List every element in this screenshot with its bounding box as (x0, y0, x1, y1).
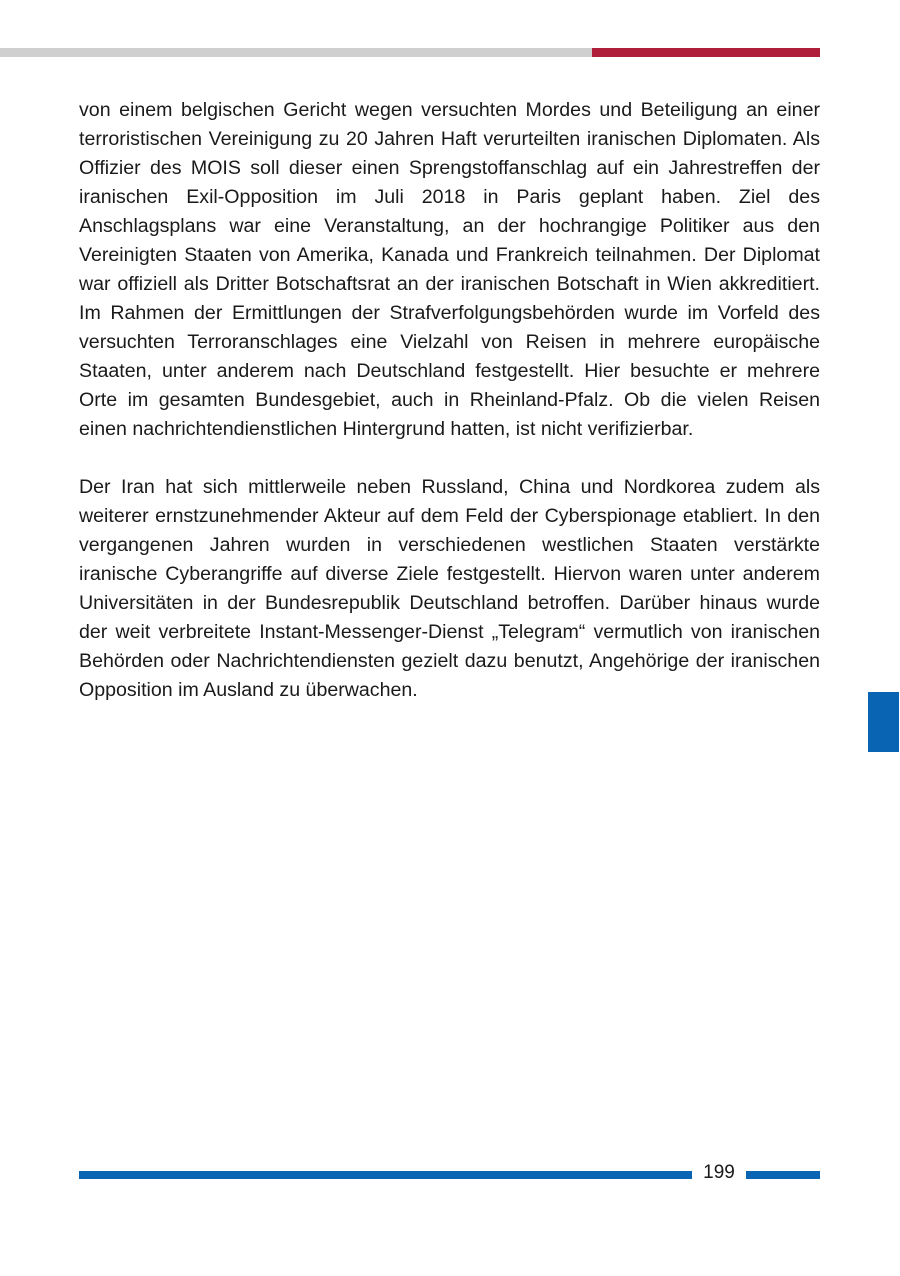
header-rule-gray (0, 48, 592, 57)
body-text (79, 96, 820, 734)
paragraph-1: von einem belgischen Gericht wegen versuchten Mordes und Beteiligung an einer terroristischen Vereinigung zu 20 Jahren Haft verurteilten iranischen Diplomaten. Als Offizier des MOIS soll dieser einen Sprengstoffanschlag auf ein Jahrestreffen der iranischen Exil-Opposition im Juli 2018 in Paris geplant haben. Ziel des Anschlagsplans war eine Veranstaltung, an der hochrangige Politiker aus den Vereinigten Staaten von Amerika, Kanada und Frankreich teilnahmen. Der Diplomat war offiziell als Dritter Botschaftsrat an der iranischen Botschaft in Wien akkreditiert. Im Rahmen der Ermittlungen der Strafverfolgungsbehörden wurde im Vorfeld des versuchten Terroranschlages eine Vielzahl von Reisen in mehrere europäische Staaten, unter anderem nach Deutschland festgestellt. Hier besuchte er mehrere Orte im gesamten Bundesgebiet, auch in Rheinland-Pfalz. Ob die vielen Reisen einen nachrichtendienstlichen Hintergrund hatten, ist nicht verifizierbar. (79, 99, 820, 440)
footer-rule-left (79, 1171, 692, 1179)
header-rule-red (592, 48, 820, 57)
footer-rule-right (746, 1171, 820, 1179)
chapter-tab-marker (868, 692, 899, 752)
paragraph-2: Der Iran hat sich mittlerweile neben Russland, China und Nordkorea zudem als weiterer ernstzunehmender Akteur auf dem Feld der Cyberspionage etabliert. In den vergangenen Jahren wurden in verschiedenen westlichen Staaten verstärkte iranische Cyberangriffe auf diverse Ziele festgestellt. Hiervon waren unter anderem Universitäten in der Bundesrepublik Deutschland betroffen. Darüber hinaus wurde der weit verbreitete Instant-Messenger-Dienst „Telegram“ vermutlich von iranischen Behörden oder Nachrichtendiensten gezielt dazu benutzt, Angehörige der iranischen Opposition im Ausland zu überwachen. (79, 476, 820, 701)
page-number: 199 (703, 1162, 735, 1183)
